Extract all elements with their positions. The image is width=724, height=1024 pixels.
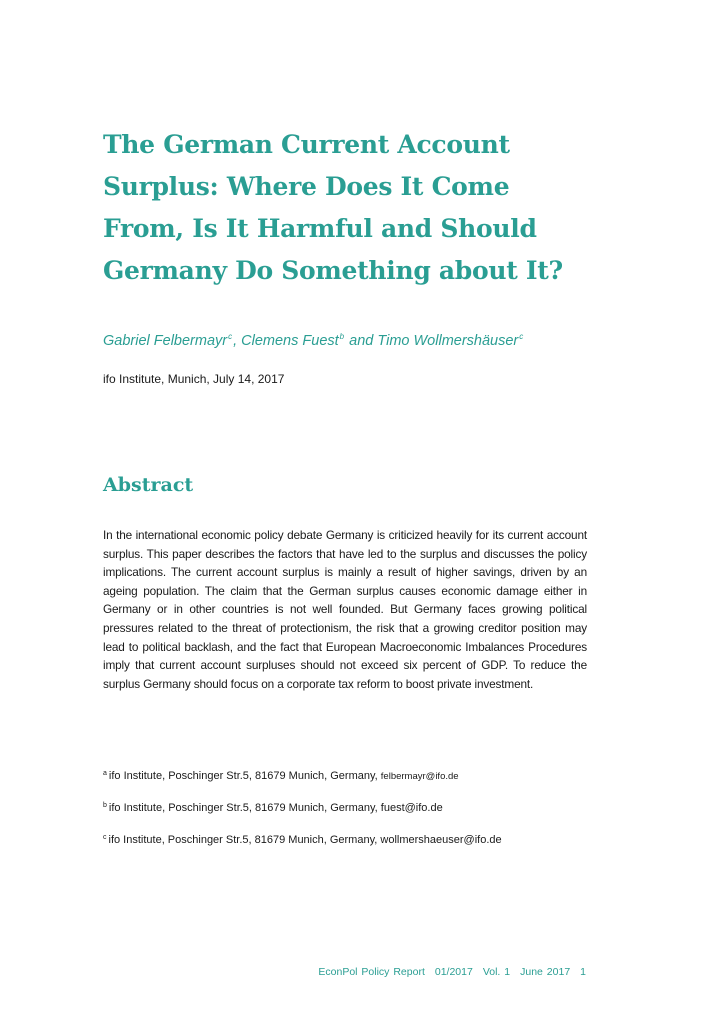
abstract-text: In the international economic policy debate Germany is criticized heavily for its current account surplus. This paper describes the factors that have led to the surplus and discusses the policy implications. The current account surplus is mainly a result of higher savings, driven by an ageing population. The claim that the German surplus causes economic damage either in Germany or in other countries is not well founded. But Germany faces growing political pressures related to the threat of protectionism, the risk that a growing creditor position may lead to political backlash, and the fact that European Macroeconomic Imbalances Procedures imply that current account surpluses should not exceed six percent of GDP. To reduce the surplus Germany should focus on a corporate tax reform to boost private investment. xyxy=(103,528,587,691)
footnote-c xyxy=(103,834,502,846)
footer-date: June 2017 xyxy=(520,966,571,978)
author-separator: , xyxy=(233,333,242,349)
abstract-heading: Abstract xyxy=(103,474,194,496)
institution-date-line: ifo Institute, Munich, July 14, 2017 xyxy=(103,372,285,386)
page-number: 1 xyxy=(580,966,586,978)
footnote-mark: b xyxy=(103,802,107,809)
footnote-email-link[interactable]: fuest@ifo.de xyxy=(380,802,443,814)
footer-number: 01/2017 xyxy=(434,966,473,978)
footnote-address: ifo Institute, Poschinger Str.5, 81679 Munich, Germany, xyxy=(108,834,381,846)
footnote-email-link[interactable]: wollmershaeuser@ifo.de xyxy=(380,834,502,846)
footnote-mark: a xyxy=(103,770,107,777)
author-affiliation-mark: c xyxy=(228,332,233,341)
footnote-b xyxy=(103,802,443,814)
author-affiliation-mark: b xyxy=(339,332,345,341)
footnote-email-link[interactable]: felbermayr@ifo.de xyxy=(380,771,459,782)
author-name: Clemens Fuest xyxy=(241,333,339,349)
footnote-mark: c xyxy=(103,834,107,841)
footnote-a xyxy=(103,770,459,782)
author-affiliation-mark: c xyxy=(519,332,524,341)
author-name: Gabriel Felbermayr xyxy=(103,333,228,349)
footer-volume: Vol. 1 xyxy=(482,966,511,978)
author-separator: and xyxy=(345,333,378,349)
footnote-address: ifo Institute, Poschinger Str.5, 81679 Munich, Germany, xyxy=(108,770,381,782)
author-name: Timo Wollmershäuser xyxy=(377,333,519,349)
footer-series: EconPol Policy Report xyxy=(318,966,425,978)
footnote-address: ifo Institute, Poschinger Str.5, 81679 Munich, Germany, xyxy=(108,802,381,814)
author-list xyxy=(103,332,524,349)
page-footer xyxy=(318,966,586,978)
paper-title: The German Current Account Surplus: Where Does It Come From, Is It Harmful and Should Germany Do Something about It? xyxy=(103,130,563,285)
